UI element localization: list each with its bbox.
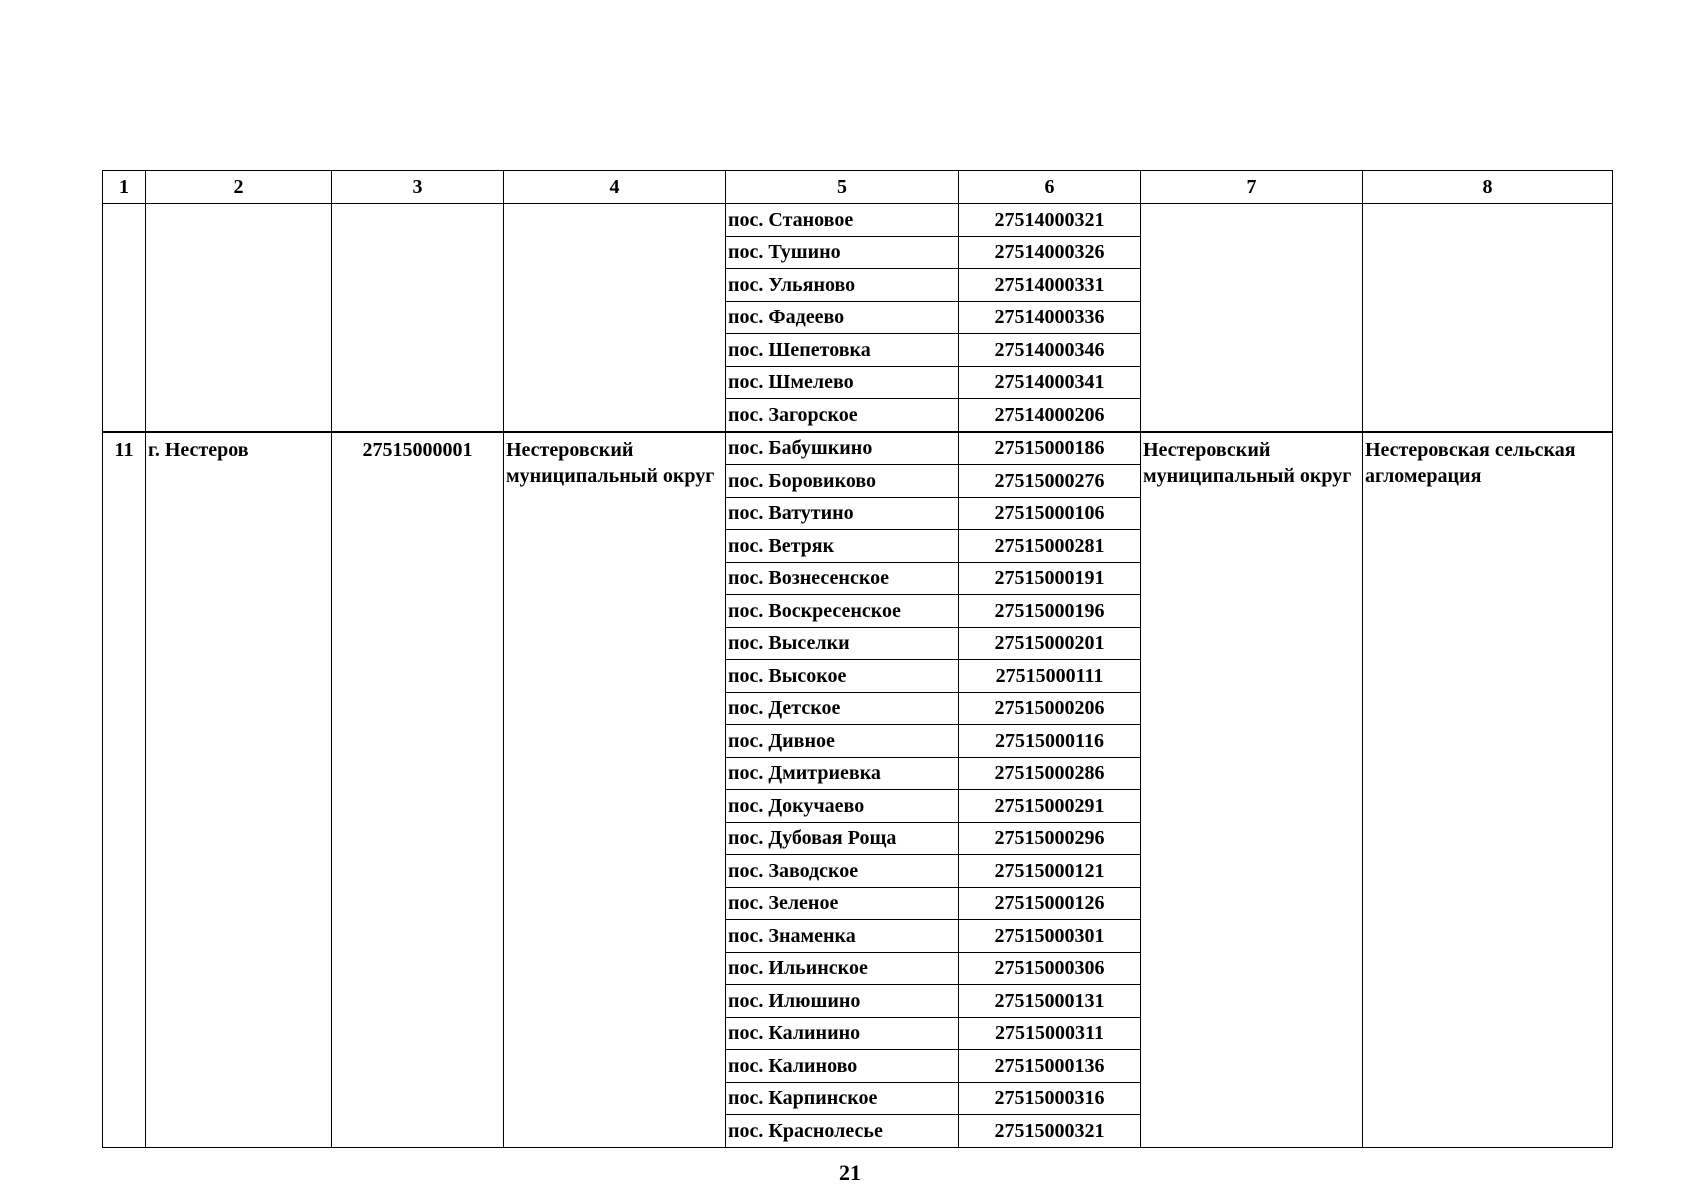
settlement-name-cell: пос. Краснолесье	[726, 1115, 959, 1148]
settlement-code-cell: 27515000201	[959, 627, 1141, 660]
settlement-name-cell: пос. Фадеево	[726, 301, 959, 334]
agglomeration-cell: Нестеровская сельская агломерация	[1363, 432, 1613, 1148]
continued-agglomeration-cell	[1363, 204, 1613, 432]
settlement-code-cell: 27514000341	[959, 366, 1141, 399]
header-cell-1: 1	[103, 171, 146, 204]
settlement-name-cell: пос. Ильинское	[726, 952, 959, 985]
settlement-name-cell: пос. Детское	[726, 692, 959, 725]
center-name-cell: г. Нестеров	[146, 432, 332, 1148]
row-number-cell: 11	[103, 432, 146, 1148]
settlement-name-cell: пос. Загорское	[726, 399, 959, 432]
settlement-code-cell: 27514000336	[959, 301, 1141, 334]
settlement-code-cell: 27515000131	[959, 985, 1141, 1018]
header-cell-6: 6	[959, 171, 1141, 204]
table-row	[103, 204, 1613, 237]
settlement-name-cell: пос. Докучаево	[726, 790, 959, 823]
settlement-name-cell: пос. Тушино	[726, 236, 959, 269]
settlement-name-cell: пос. Дмитриевка	[726, 757, 959, 790]
settlement-name-cell: пос. Шепетовка	[726, 334, 959, 367]
settlement-name-cell: пос. Калинино	[726, 1017, 959, 1050]
continued-number-cell	[103, 204, 146, 432]
settlement-name-cell: пос. Дивное	[726, 725, 959, 758]
settlement-code-cell: 27515000291	[959, 790, 1141, 823]
settlement-code-cell: 27514000206	[959, 399, 1141, 432]
settlement-code-cell: 27514000331	[959, 269, 1141, 302]
continued-center-code-cell	[332, 204, 504, 432]
header-cell-2: 2	[146, 171, 332, 204]
settlement-code-cell: 27515000111	[959, 660, 1141, 693]
settlement-code-cell: 27515000296	[959, 822, 1141, 855]
center-code-cell: 27515000001	[332, 432, 504, 1148]
settlement-code-cell: 27514000321	[959, 204, 1141, 237]
municipality-col7-cell: Нестеровский муниципальный округ	[1141, 432, 1363, 1148]
settlement-name-cell: пос. Высокое	[726, 660, 959, 693]
settlement-code-cell: 27515000276	[959, 465, 1141, 498]
continued-center-cell	[146, 204, 332, 432]
settlements-table	[102, 170, 1613, 1148]
settlement-code-cell: 27514000326	[959, 236, 1141, 269]
header-cell-7: 7	[1141, 171, 1363, 204]
settlement-name-cell: пос. Заводское	[726, 855, 959, 888]
settlement-name-cell: пос. Выселки	[726, 627, 959, 660]
table-row	[103, 432, 1613, 465]
settlement-code-cell: 27515000121	[959, 855, 1141, 888]
settlement-code-cell: 27515000321	[959, 1115, 1141, 1148]
settlement-name-cell: пос. Боровиково	[726, 465, 959, 498]
settlement-code-cell: 27515000191	[959, 562, 1141, 595]
settlement-name-cell: пос. Знаменка	[726, 920, 959, 953]
settlement-name-cell: пос. Калиново	[726, 1050, 959, 1083]
settlement-name-cell: пос. Вознесенское	[726, 562, 959, 595]
settlement-code-cell: 27515000281	[959, 530, 1141, 563]
settlement-name-cell: пос. Ульяново	[726, 269, 959, 302]
settlement-name-cell: пос. Воскресенское	[726, 595, 959, 628]
settlement-code-cell: 27515000186	[959, 432, 1141, 465]
header-cell-8: 8	[1363, 171, 1613, 204]
settlement-code-cell: 27515000116	[959, 725, 1141, 758]
settlement-name-cell: пос. Бабушкино	[726, 432, 959, 465]
settlement-name-cell: пос. Илюшино	[726, 985, 959, 1018]
header-cell-4: 4	[504, 171, 726, 204]
settlement-name-cell: пос. Ветряк	[726, 530, 959, 563]
settlement-code-cell: 27515000286	[959, 757, 1141, 790]
settlement-code-cell: 27515000126	[959, 887, 1141, 920]
settlement-code-cell: 27515000196	[959, 595, 1141, 628]
settlement-code-cell: 27515000106	[959, 497, 1141, 530]
settlement-name-cell: пос. Зеленое	[726, 887, 959, 920]
page-number: 21	[839, 1160, 861, 1185]
continued-municipality-cell	[504, 204, 726, 432]
settlement-name-cell: пос. Шмелево	[726, 366, 959, 399]
settlement-code-cell: 27515000316	[959, 1082, 1141, 1115]
settlement-code-cell: 27515000301	[959, 920, 1141, 953]
settlement-code-cell: 27514000346	[959, 334, 1141, 367]
header-cell-5: 5	[726, 171, 959, 204]
settlement-name-cell: пос. Дубовая Роща	[726, 822, 959, 855]
continued-municipality-col7-cell	[1141, 204, 1363, 432]
header-cell-3: 3	[332, 171, 504, 204]
settlement-code-cell: 27515000306	[959, 952, 1141, 985]
header-row	[103, 171, 1613, 204]
settlement-code-cell: 27515000311	[959, 1017, 1141, 1050]
municipality-cell: Нестеровский муниципальный округ	[504, 432, 726, 1148]
settlement-name-cell: пос. Карпинское	[726, 1082, 959, 1115]
table-body	[103, 171, 1613, 1148]
settlement-name-cell: пос. Становое	[726, 204, 959, 237]
settlement-name-cell: пос. Ватутино	[726, 497, 959, 530]
settlement-code-cell: 27515000206	[959, 692, 1141, 725]
settlement-code-cell: 27515000136	[959, 1050, 1141, 1083]
